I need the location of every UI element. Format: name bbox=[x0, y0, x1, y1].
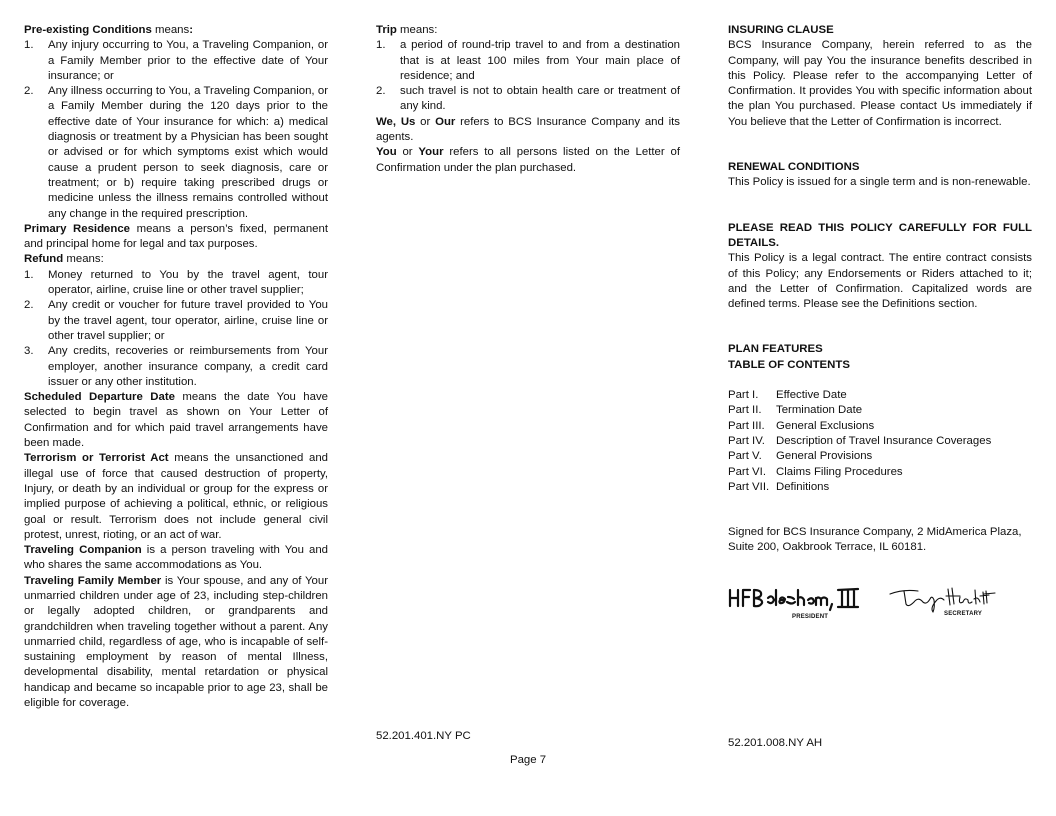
list-item bbox=[376, 84, 680, 115]
toc-part: Part III. bbox=[728, 419, 765, 432]
toc-row bbox=[728, 419, 1032, 434]
president-signature bbox=[728, 580, 878, 620]
secretary-signature bbox=[888, 580, 1003, 620]
toc-row bbox=[728, 403, 1032, 418]
term: Traveling Companion bbox=[24, 544, 142, 557]
toc-title: Termination Date bbox=[776, 404, 863, 417]
lead-text: means: bbox=[63, 253, 104, 266]
list-item bbox=[24, 84, 328, 222]
def-traveling-family-member bbox=[24, 574, 328, 712]
toc-row bbox=[728, 465, 1032, 480]
toc-title: Description of Travel Insurance Coverages bbox=[776, 434, 992, 447]
item-number: 2. bbox=[24, 85, 34, 98]
connector: or bbox=[415, 115, 436, 128]
president-label: PRESIDENT bbox=[792, 613, 829, 620]
toc-title: Effective Date bbox=[776, 389, 847, 402]
form-number-right: 52.201.008.NY AH bbox=[728, 737, 823, 749]
item-text: a period of round-trip travel to and from a destination that is at least 100 miles from Your main place of residence; and bbox=[400, 39, 680, 82]
renewal-text: This Policy is issued for a single term and is non-renewable. bbox=[728, 176, 1031, 189]
insuring-clause-heading: INSURING CLAUSE bbox=[728, 24, 834, 36]
toc-part: Part VI. bbox=[728, 465, 766, 478]
column-definitions-left bbox=[24, 23, 328, 711]
definition-text: refers to BCS Insurance Company and its agents. bbox=[376, 115, 680, 144]
def-preexisting-heading bbox=[24, 23, 328, 38]
def-trip-heading bbox=[376, 23, 680, 38]
connector: or bbox=[396, 146, 419, 159]
table-of-contents bbox=[728, 388, 1032, 495]
spacer bbox=[728, 191, 1032, 221]
def-you-your bbox=[376, 145, 680, 176]
toc-title: Claims Filing Procedures bbox=[776, 465, 903, 478]
preexisting-list bbox=[24, 38, 328, 222]
item-number: 2. bbox=[376, 85, 386, 98]
definition-text: is a person traveling with You and who shares the same accommodations as You. bbox=[24, 544, 328, 572]
page-number: Page 7 bbox=[510, 754, 547, 766]
trip-list bbox=[376, 38, 680, 114]
spacer bbox=[728, 373, 1032, 388]
item-text: Any illness occurring to You, a Traveling Companion, or a Family Member during the 120 days prior to the effective date of Your insurance for which: a) medical diagnosis or treatment by a Physician has been sought or advised or for which symptoms exist which would cause a prudent person to seek diagnosis, care or treatment; or b) require taking prescribed drugs or medicine unless the illness remains controlled without any change in the required prescription. bbox=[48, 85, 328, 220]
def-traveling-companion bbox=[24, 543, 328, 574]
definition-text: is Your spouse, and any of Your unmarried children under age of 23, including step-children or legally adopted children, or grandparents and grandchildren when traveling together without a parent. Any unmarried child, regardless of age, who is incapable of self-sustaining employment by reason of mental Illness, developmental disability, mental retardation or physical handicap and became so incapable prior to age 23, shall be eligible for coverage. bbox=[24, 574, 328, 710]
definition-text: refers to all persons listed on the Letter of Confirmation under the plan purchased. bbox=[376, 146, 680, 174]
definition-text: means the date You have selected to begin travel as shown on Your Letter of Confirmation and for which paid travel arrangements have been made. bbox=[24, 391, 328, 450]
definition-text: means the unsanctioned and illegal use of force that caused destruction of property, Injury, or death by an individual or group for the express or implied purpose of achieving a political, ethnic, or religious goal or result. Terrorism does not include general civil protest, unrest, rioting, or an act of war. bbox=[24, 452, 328, 541]
item-number: 1. bbox=[24, 39, 34, 52]
renewal-heading: RENEWAL CONDITIONS bbox=[728, 161, 860, 174]
toc-row bbox=[728, 480, 1032, 495]
list-item bbox=[24, 268, 328, 299]
toc-title: General Exclusions bbox=[776, 419, 875, 432]
def-we-us-our bbox=[376, 115, 680, 146]
term: Traveling Family Member bbox=[24, 574, 162, 587]
plan-features-heading: PLAN FEATURES bbox=[728, 343, 823, 356]
signed-for-text: Signed for BCS Insurance Company, 2 MidAmerica Plaza, Suite 200, Oakbrook Terrace, IL 60181. bbox=[728, 526, 1022, 554]
list-item bbox=[376, 38, 680, 84]
item-number: 1. bbox=[376, 39, 386, 52]
refund-list bbox=[24, 268, 328, 390]
term: Terrorism or Terrorist Act bbox=[24, 452, 169, 465]
secretary-label: SECRETARY bbox=[944, 610, 983, 617]
lead-text: means: bbox=[396, 24, 438, 36]
column-definitions-middle bbox=[376, 23, 680, 176]
form-number-left: 52.201.401.NY PC bbox=[376, 730, 471, 742]
read-policy-text: This Policy is a legal contract. The entire contract consists of this Policy; any Endorsements or Riders attached to it; and the Letter of Confirmation. Capitalized words are defined terms. Please see the Definitions section. bbox=[728, 252, 1032, 311]
toc-heading: TABLE OF CONTENTS bbox=[728, 358, 850, 371]
term: Your bbox=[418, 146, 444, 159]
item-text: Money returned to You by the travel agent, tour operator, airline, cruise line or other travel supplier; bbox=[48, 268, 328, 297]
term: Scheduled Departure Date bbox=[24, 391, 175, 404]
lead-text: means bbox=[151, 24, 190, 36]
definition-text: means a person’s fixed, permanent and principal home for legal and tax purposes. bbox=[24, 222, 328, 251]
item-text: Any injury occurring to You, a Traveling Companion, or a Family Member prior to the effective date of Your insurance; or bbox=[48, 39, 328, 82]
term: Primary Residence bbox=[24, 222, 130, 235]
term: Our bbox=[435, 115, 456, 128]
item-number: 2. bbox=[24, 299, 34, 312]
term: You bbox=[376, 146, 397, 159]
def-primary-residence bbox=[24, 222, 328, 253]
insuring-clause-text: BCS Insurance Company, herein referred to as the Company, will pay You the insurance benefits described in this Policy. Please refer to the accompanying Letter of Confirmation. It provides You with specific information about the plan You purchased. Please contact Us immediately if You believe that the Letter of Confirmation is incorrect. bbox=[728, 39, 1032, 128]
toc-title: Definitions bbox=[776, 480, 830, 493]
def-refund-heading bbox=[24, 252, 328, 267]
toc-part: Part V. bbox=[728, 450, 762, 463]
toc-row bbox=[728, 449, 1032, 464]
list-item bbox=[24, 38, 328, 84]
toc-part: Part VII. bbox=[728, 480, 770, 493]
signature-block bbox=[728, 580, 1032, 630]
spacer bbox=[728, 312, 1032, 342]
term: Refund bbox=[24, 253, 64, 266]
item-text: such travel is not to obtain health care or treatment of any kind. bbox=[400, 85, 680, 113]
list-item bbox=[24, 298, 328, 344]
colon: : bbox=[189, 24, 193, 36]
list-item bbox=[24, 344, 328, 390]
item-number: 1. bbox=[24, 268, 34, 281]
item-text: Any credit or voucher for future travel provided to You by the travel agent, tour operator, airline, cruise line or other travel supplier; or bbox=[48, 299, 328, 342]
item-number: 3. bbox=[24, 345, 34, 358]
spacer bbox=[728, 495, 1032, 525]
term-preexisting: Pre-existing Conditions bbox=[24, 24, 152, 36]
toc-part: Part IV. bbox=[728, 434, 765, 447]
def-scheduled-departure bbox=[24, 390, 328, 451]
term: We, Us bbox=[376, 115, 416, 128]
toc-part: Part I. bbox=[728, 389, 759, 402]
column-policy-cover bbox=[728, 23, 1032, 630]
term: Trip bbox=[376, 24, 397, 36]
toc-row bbox=[728, 434, 1032, 449]
item-text: Any credits, recoveries or reimbursements from Your employer, another insurance company, a credit card issuer or any other institution. bbox=[48, 345, 328, 388]
toc-part: Part II. bbox=[728, 404, 762, 417]
def-terrorism bbox=[24, 451, 328, 543]
toc-title: General Provisions bbox=[776, 450, 873, 463]
read-policy-heading: PLEASE READ THIS POLICY CAREFULLY FOR FULL DETAILS. bbox=[728, 221, 1032, 249]
toc-row bbox=[728, 388, 1032, 403]
spacer bbox=[728, 130, 1032, 160]
